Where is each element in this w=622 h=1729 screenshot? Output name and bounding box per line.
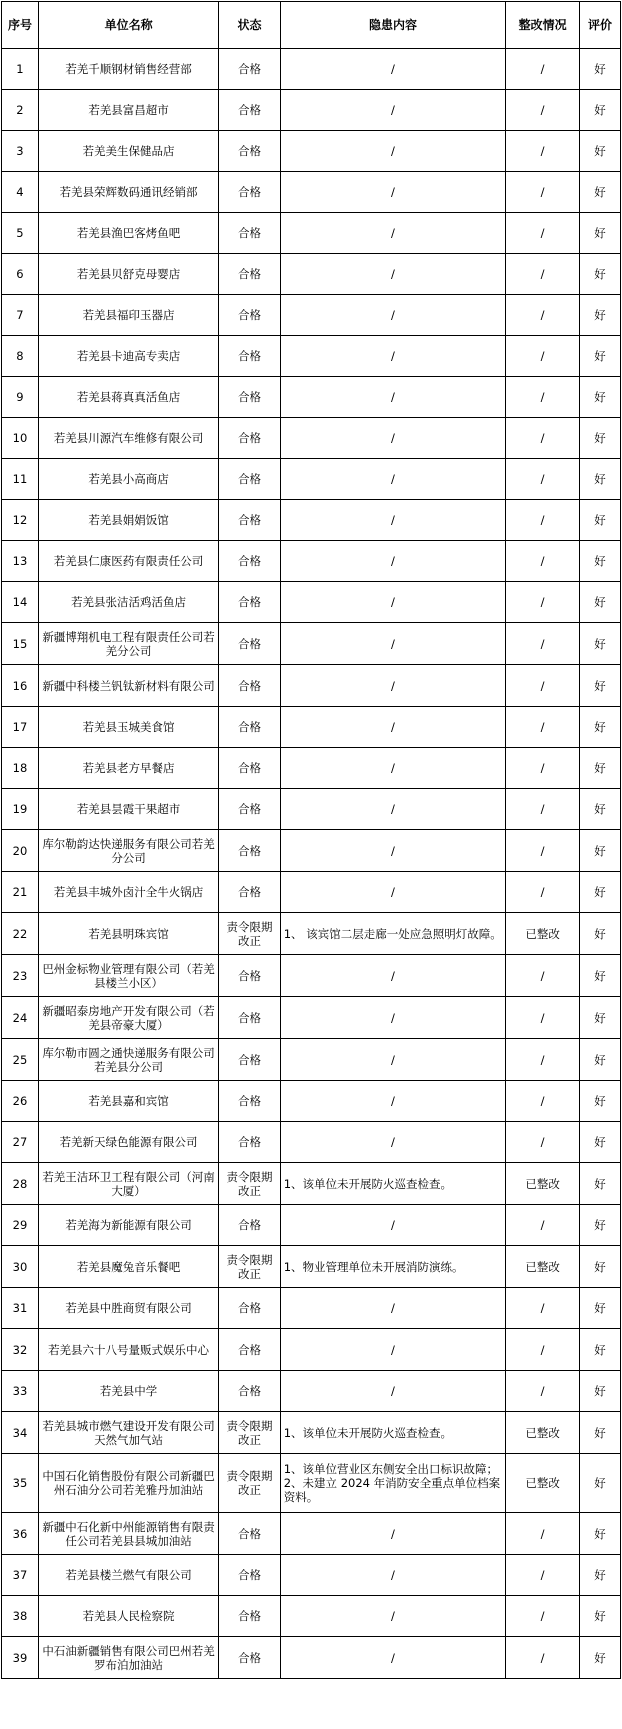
rating-cell: 好 xyxy=(579,582,620,623)
issue-cell: / xyxy=(280,582,505,623)
issue-cell: / xyxy=(280,955,505,997)
issue-cell: 1、该单位营业区东侧安全出口标识故障；2、未建立 2024 年消防安全重点单位档案资料。 xyxy=(280,1454,505,1513)
rating-cell: 好 xyxy=(579,707,620,748)
table-row xyxy=(2,997,621,1039)
table-row xyxy=(2,1454,621,1513)
unit-name: 中石油新疆销售有限公司巴州若羌罗布泊加油站 xyxy=(38,1637,218,1679)
row-number: 22 xyxy=(2,913,39,955)
issue-cell: / xyxy=(280,997,505,1039)
row-number: 2 xyxy=(2,90,39,131)
row-number: 36 xyxy=(2,1513,39,1555)
unit-name: 若羌县贝舒克母婴店 xyxy=(38,254,218,295)
status-cell: 合格 xyxy=(219,377,280,418)
fix-cell: / xyxy=(506,1513,580,1555)
unit-name: 若羌县城市燃气建设开发有限公司天然气加气站 xyxy=(38,1412,218,1454)
unit-name: 若羌县老方早餐店 xyxy=(38,748,218,789)
row-number: 15 xyxy=(2,623,39,665)
unit-name: 若羌县张洁活鸡活鱼店 xyxy=(38,582,218,623)
issue-cell: / xyxy=(280,1329,505,1371)
issue-cell: / xyxy=(280,336,505,377)
status-cell: 责令限期改正 xyxy=(219,1246,280,1288)
rating-cell: 好 xyxy=(579,748,620,789)
table-row xyxy=(2,1637,621,1679)
table-row xyxy=(2,1122,621,1163)
row-number: 7 xyxy=(2,295,39,336)
status-cell: 合格 xyxy=(219,49,280,90)
unit-name: 新疆中科楼兰钒钛新材料有限公司 xyxy=(38,665,218,707)
status-cell: 合格 xyxy=(219,1329,280,1371)
table-row xyxy=(2,131,621,172)
table-row xyxy=(2,748,621,789)
issue-cell: / xyxy=(280,1039,505,1081)
rating-cell: 好 xyxy=(579,1205,620,1246)
rating-cell: 好 xyxy=(579,1039,620,1081)
issue-cell: / xyxy=(280,1596,505,1637)
unit-name: 若羌县楼兰燃气有限公司 xyxy=(38,1555,218,1596)
row-number: 26 xyxy=(2,1081,39,1122)
rating-cell: 好 xyxy=(579,418,620,459)
issue-cell: / xyxy=(280,295,505,336)
rating-cell: 好 xyxy=(579,1454,620,1513)
row-number: 28 xyxy=(2,1163,39,1205)
unit-name: 若羌县明珠宾馆 xyxy=(38,913,218,955)
header-no: 序号 xyxy=(2,2,39,49)
issue-cell: / xyxy=(280,830,505,872)
fix-cell: / xyxy=(506,1329,580,1371)
table-row xyxy=(2,500,621,541)
fix-cell: / xyxy=(506,665,580,707)
status-cell: 合格 xyxy=(219,707,280,748)
table-row xyxy=(2,459,621,500)
rating-cell: 好 xyxy=(579,1596,620,1637)
status-cell: 合格 xyxy=(219,336,280,377)
status-cell: 合格 xyxy=(219,1081,280,1122)
fix-cell: 已整改 xyxy=(506,1163,580,1205)
rating-cell: 好 xyxy=(579,1412,620,1454)
table-row xyxy=(2,1288,621,1329)
issue-cell: / xyxy=(280,459,505,500)
issue-cell: / xyxy=(280,623,505,665)
rating-cell: 好 xyxy=(579,90,620,131)
row-number: 35 xyxy=(2,1454,39,1513)
table-row xyxy=(2,913,621,955)
fix-cell: / xyxy=(506,1637,580,1679)
row-number: 30 xyxy=(2,1246,39,1288)
fix-cell: 已整改 xyxy=(506,1454,580,1513)
unit-name: 若羌县娟娟饭馆 xyxy=(38,500,218,541)
inspection-table xyxy=(1,1,621,1679)
table-row xyxy=(2,1246,621,1288)
table-row xyxy=(2,1596,621,1637)
row-number: 4 xyxy=(2,172,39,213)
status-cell: 合格 xyxy=(219,90,280,131)
table-row xyxy=(2,418,621,459)
row-number: 20 xyxy=(2,830,39,872)
unit-name: 若羌县中学 xyxy=(38,1371,218,1412)
fix-cell: / xyxy=(506,1081,580,1122)
issue-cell: / xyxy=(280,1513,505,1555)
fix-cell: / xyxy=(506,997,580,1039)
status-cell: 责令限期改正 xyxy=(219,1163,280,1205)
unit-name: 新疆昭泰房地产开发有限公司（若羌县帝豪大厦） xyxy=(38,997,218,1039)
table-row xyxy=(2,90,621,131)
issue-cell: / xyxy=(280,1205,505,1246)
fix-cell: / xyxy=(506,955,580,997)
fix-cell: / xyxy=(506,90,580,131)
row-number: 21 xyxy=(2,872,39,913)
table-row xyxy=(2,955,621,997)
unit-name: 库尔勒韵达快递服务有限公司若羌分公司 xyxy=(38,830,218,872)
row-number: 17 xyxy=(2,707,39,748)
fix-cell: / xyxy=(506,500,580,541)
fix-cell: / xyxy=(506,213,580,254)
status-cell: 责令限期改正 xyxy=(219,1454,280,1513)
status-cell: 合格 xyxy=(219,1371,280,1412)
table-row xyxy=(2,830,621,872)
issue-cell: / xyxy=(280,1637,505,1679)
issue-cell: / xyxy=(280,1555,505,1596)
unit-name: 若羌千顺钢材销售经营部 xyxy=(38,49,218,90)
issue-cell: 1、该单位未开展防火巡查检查。 xyxy=(280,1163,505,1205)
issue-cell: / xyxy=(280,418,505,459)
row-number: 12 xyxy=(2,500,39,541)
rating-cell: 好 xyxy=(579,213,620,254)
issue-cell: / xyxy=(280,500,505,541)
rating-cell: 好 xyxy=(579,131,620,172)
unit-name: 若羌县仁康医药有限责任公司 xyxy=(38,541,218,582)
row-number: 38 xyxy=(2,1596,39,1637)
fix-cell: / xyxy=(506,1371,580,1412)
status-cell: 合格 xyxy=(219,172,280,213)
rating-cell: 好 xyxy=(579,1246,620,1288)
status-cell: 合格 xyxy=(219,1205,280,1246)
fix-cell: / xyxy=(506,707,580,748)
table-row xyxy=(2,1513,621,1555)
issue-cell: / xyxy=(280,872,505,913)
row-number: 18 xyxy=(2,748,39,789)
row-number: 14 xyxy=(2,582,39,623)
issue-cell: / xyxy=(280,90,505,131)
table-row xyxy=(2,172,621,213)
issue-cell: / xyxy=(280,172,505,213)
table-row xyxy=(2,623,621,665)
row-number: 31 xyxy=(2,1288,39,1329)
status-cell: 合格 xyxy=(219,1288,280,1329)
issue-cell: / xyxy=(280,131,505,172)
status-cell: 责令限期改正 xyxy=(219,1412,280,1454)
row-number: 5 xyxy=(2,213,39,254)
table-row xyxy=(2,49,621,90)
status-cell: 合格 xyxy=(219,623,280,665)
unit-name: 新疆中石化新中州能源销售有限责任公司若羌县县城加油站 xyxy=(38,1513,218,1555)
unit-name: 若羌县人民检察院 xyxy=(38,1596,218,1637)
table-row xyxy=(2,377,621,418)
issue-cell: / xyxy=(280,1081,505,1122)
table-row xyxy=(2,295,621,336)
issue-cell: 1、 该宾馆二层走廊一处应急照明灯故障。 xyxy=(280,913,505,955)
rating-cell: 好 xyxy=(579,1371,620,1412)
unit-name: 若羌县川源汽车维修有限公司 xyxy=(38,418,218,459)
row-number: 3 xyxy=(2,131,39,172)
header-status: 状态 xyxy=(219,2,280,49)
table-row xyxy=(2,1205,621,1246)
status-cell: 合格 xyxy=(219,1555,280,1596)
rating-cell: 好 xyxy=(579,336,620,377)
row-number: 19 xyxy=(2,789,39,830)
status-cell: 合格 xyxy=(219,582,280,623)
issue-cell: / xyxy=(280,748,505,789)
row-number: 37 xyxy=(2,1555,39,1596)
issue-cell: / xyxy=(280,1371,505,1412)
row-number: 24 xyxy=(2,997,39,1039)
table-row xyxy=(2,872,621,913)
unit-name: 若羌县昙霞干果超市 xyxy=(38,789,218,830)
rating-cell: 好 xyxy=(579,172,620,213)
status-cell: 责令限期改正 xyxy=(219,913,280,955)
fix-cell: / xyxy=(506,1039,580,1081)
rating-cell: 好 xyxy=(579,665,620,707)
status-cell: 合格 xyxy=(219,872,280,913)
fix-cell: / xyxy=(506,582,580,623)
fix-cell: / xyxy=(506,49,580,90)
table-row xyxy=(2,541,621,582)
fix-cell: / xyxy=(506,295,580,336)
rating-cell: 好 xyxy=(579,500,620,541)
status-cell: 合格 xyxy=(219,1039,280,1081)
row-number: 29 xyxy=(2,1205,39,1246)
rating-cell: 好 xyxy=(579,1163,620,1205)
unit-name: 若羌美生保健品店 xyxy=(38,131,218,172)
issue-cell: / xyxy=(280,1122,505,1163)
table-row xyxy=(2,707,621,748)
row-number: 23 xyxy=(2,955,39,997)
row-number: 25 xyxy=(2,1039,39,1081)
fix-cell: / xyxy=(506,1205,580,1246)
row-number: 34 xyxy=(2,1412,39,1454)
rating-cell: 好 xyxy=(579,295,620,336)
status-cell: 合格 xyxy=(219,748,280,789)
issue-cell: 1、物业管理单位未开展消防演练。 xyxy=(280,1246,505,1288)
rating-cell: 好 xyxy=(579,1288,620,1329)
row-number: 8 xyxy=(2,336,39,377)
fix-cell: / xyxy=(506,254,580,295)
issue-cell: / xyxy=(280,541,505,582)
rating-cell: 好 xyxy=(579,254,620,295)
rating-cell: 好 xyxy=(579,789,620,830)
issue-cell: / xyxy=(280,49,505,90)
unit-name: 若羌县渔巴客烤鱼吧 xyxy=(38,213,218,254)
fix-cell: / xyxy=(506,789,580,830)
status-cell: 合格 xyxy=(219,418,280,459)
status-cell: 合格 xyxy=(219,665,280,707)
rating-cell: 好 xyxy=(579,955,620,997)
status-cell: 合格 xyxy=(219,295,280,336)
status-cell: 合格 xyxy=(219,830,280,872)
row-number: 16 xyxy=(2,665,39,707)
rating-cell: 好 xyxy=(579,623,620,665)
rating-cell: 好 xyxy=(579,1081,620,1122)
header-issue: 隐患内容 xyxy=(280,2,505,49)
issue-cell: / xyxy=(280,377,505,418)
fix-cell: / xyxy=(506,418,580,459)
issue-cell: / xyxy=(280,213,505,254)
table-row xyxy=(2,1329,621,1371)
status-cell: 合格 xyxy=(219,254,280,295)
unit-name: 中国石化销售股份有限公司新疆巴州石油分公司若羌雅丹加油站 xyxy=(38,1454,218,1513)
unit-name: 若羌县蒋真真活鱼店 xyxy=(38,377,218,418)
status-cell: 合格 xyxy=(219,500,280,541)
row-number: 6 xyxy=(2,254,39,295)
unit-name: 若羌县福印玉器店 xyxy=(38,295,218,336)
fix-cell: / xyxy=(506,1596,580,1637)
header-row xyxy=(2,2,621,49)
row-number: 33 xyxy=(2,1371,39,1412)
fix-cell: / xyxy=(506,872,580,913)
issue-cell: / xyxy=(280,789,505,830)
issue-cell: 1、该单位未开展防火巡查检查。 xyxy=(280,1412,505,1454)
row-number: 10 xyxy=(2,418,39,459)
table-row xyxy=(2,1081,621,1122)
unit-name: 若羌新天绿色能源有限公司 xyxy=(38,1122,218,1163)
table-row xyxy=(2,1371,621,1412)
fix-cell: / xyxy=(506,336,580,377)
status-cell: 合格 xyxy=(219,459,280,500)
rating-cell: 好 xyxy=(579,1513,620,1555)
table-row xyxy=(2,1039,621,1081)
row-number: 1 xyxy=(2,49,39,90)
unit-name: 若羌县六十八号量贩式娱乐中心 xyxy=(38,1329,218,1371)
table-row xyxy=(2,213,621,254)
header-rating: 评价 xyxy=(579,2,620,49)
fix-cell: 已整改 xyxy=(506,1412,580,1454)
status-cell: 合格 xyxy=(219,997,280,1039)
issue-cell: / xyxy=(280,1288,505,1329)
rating-cell: 好 xyxy=(579,541,620,582)
fix-cell: 已整改 xyxy=(506,913,580,955)
status-cell: 合格 xyxy=(219,541,280,582)
unit-name: 若羌王洁环卫工程有限公司（河南大厦） xyxy=(38,1163,218,1205)
status-cell: 合格 xyxy=(219,1637,280,1679)
fix-cell: / xyxy=(506,830,580,872)
unit-name: 巴州金标物业管理有限公司（若羌县楼兰小区） xyxy=(38,955,218,997)
table-row xyxy=(2,254,621,295)
status-cell: 合格 xyxy=(219,1596,280,1637)
fix-cell: / xyxy=(506,1288,580,1329)
unit-name: 若羌县魔兔音乐餐吧 xyxy=(38,1246,218,1288)
table-row xyxy=(2,582,621,623)
rating-cell: 好 xyxy=(579,459,620,500)
fix-cell: / xyxy=(506,377,580,418)
fix-cell: / xyxy=(506,541,580,582)
unit-name: 若羌县卡迪高专卖店 xyxy=(38,336,218,377)
fix-cell: / xyxy=(506,1555,580,1596)
row-number: 13 xyxy=(2,541,39,582)
rating-cell: 好 xyxy=(579,1329,620,1371)
fix-cell: / xyxy=(506,131,580,172)
row-number: 32 xyxy=(2,1329,39,1371)
fix-cell: 已整改 xyxy=(506,1246,580,1288)
status-cell: 合格 xyxy=(219,131,280,172)
rating-cell: 好 xyxy=(579,997,620,1039)
header-name: 单位名称 xyxy=(38,2,218,49)
rating-cell: 好 xyxy=(579,830,620,872)
unit-name: 若羌县中胜商贸有限公司 xyxy=(38,1288,218,1329)
unit-name: 新疆博翔机电工程有限责任公司若羌分公司 xyxy=(38,623,218,665)
row-number: 39 xyxy=(2,1637,39,1679)
table-row xyxy=(2,665,621,707)
fix-cell: / xyxy=(506,459,580,500)
rating-cell: 好 xyxy=(579,913,620,955)
rating-cell: 好 xyxy=(579,1637,620,1679)
unit-name: 若羌县玉城美食馆 xyxy=(38,707,218,748)
rating-cell: 好 xyxy=(579,872,620,913)
unit-name: 若羌县丰城外卤汁全牛火锅店 xyxy=(38,872,218,913)
status-cell: 合格 xyxy=(219,1122,280,1163)
rating-cell: 好 xyxy=(579,377,620,418)
unit-name: 若羌县富昌超市 xyxy=(38,90,218,131)
table-row xyxy=(2,336,621,377)
unit-name: 若羌县小高商店 xyxy=(38,459,218,500)
unit-name: 库尔勒市圆之通快递服务有限公司若羌县分公司 xyxy=(38,1039,218,1081)
status-cell: 合格 xyxy=(219,789,280,830)
unit-name: 若羌县嘉和宾馆 xyxy=(38,1081,218,1122)
header-fix: 整改情况 xyxy=(506,2,580,49)
rating-cell: 好 xyxy=(579,49,620,90)
unit-name: 若羌县荣辉数码通讯经销部 xyxy=(38,172,218,213)
table-row xyxy=(2,789,621,830)
fix-cell: / xyxy=(506,748,580,789)
row-number: 9 xyxy=(2,377,39,418)
table-row xyxy=(2,1163,621,1205)
table-row xyxy=(2,1555,621,1596)
row-number: 27 xyxy=(2,1122,39,1163)
fix-cell: / xyxy=(506,1122,580,1163)
fix-cell: / xyxy=(506,623,580,665)
rating-cell: 好 xyxy=(579,1122,620,1163)
issue-cell: / xyxy=(280,665,505,707)
status-cell: 合格 xyxy=(219,213,280,254)
rating-cell: 好 xyxy=(579,1555,620,1596)
row-number: 11 xyxy=(2,459,39,500)
table-row xyxy=(2,1412,621,1454)
unit-name: 若羌海为新能源有限公司 xyxy=(38,1205,218,1246)
issue-cell: / xyxy=(280,254,505,295)
status-cell: 合格 xyxy=(219,955,280,997)
issue-cell: / xyxy=(280,707,505,748)
status-cell: 合格 xyxy=(219,1513,280,1555)
fix-cell: / xyxy=(506,172,580,213)
